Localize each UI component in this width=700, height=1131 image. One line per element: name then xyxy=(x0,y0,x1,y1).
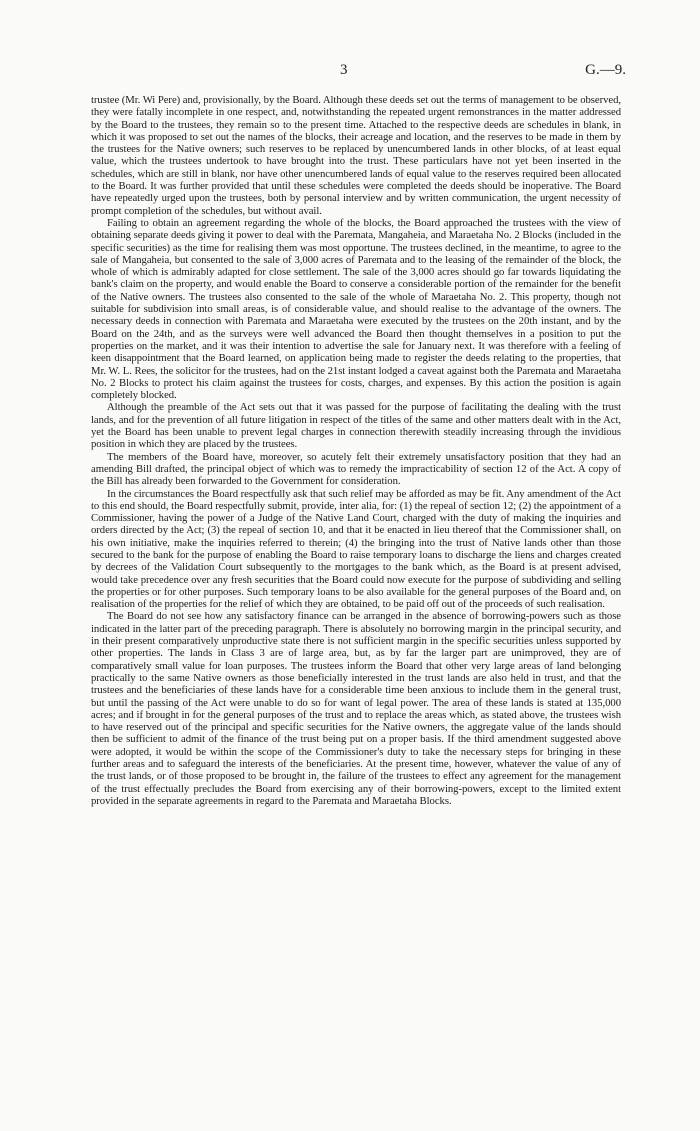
paragraph-6: The Board do not see how any satisfactory finance can be arranged in the absence of borrowing-powers such as those indicated in the latter part of the preceding paragraph. There is absolutely no borrowing margin in the principal security, and in their present comparatively unproductive state there is not sufficient margin in the specific securities unless supported by other properties. The lands in Class 3 are of large area, but, as by far the larger part are unimproved, they are of comparatively small value for loan purposes. The trustees inform the Board that other very large areas of land belonging practically to the same Native owners as those beneficially interested in the trust lands are also held in trust, and that the trustees and the beneficiaries of these lands have for a considerable time been anxious to include them in the general trust, but until the passing of the Act were unable to do so for want of legal power. The area of these lands is stated at 135,000 acres; and if brought in for the general purposes of the trust and to replace the areas which, as stated above, the trustees wish to have reserved out of the principal and specific securities for the Native owners, the aggregate value of the lands should then be sufficient to admit of the finance of the trust being put on a proper basis. If the third amendment suggested above were adopted, it would be within the scope of the Commissioner's duty to take the necessary steps for bringing in these further areas and to safeguard the interests of the beneficiaries. At the present time, however, whatever the value of any of the trust lands, or of those proposed to be brought in, the failure of the trustees to effect any agreement for the management of the trust effectually precludes the Board from exercising any of their borrowing-powers, except to the limited extent provided in the separate agreements in regard to the Paremata and Maraetaha Blocks. xyxy=(91,610,621,807)
paragraph-4: The members of the Board have, moreover, so acutely felt their extremely unsatisfactory position that they had an amending Bill drafted, the principal object of which was to remedy the impracticability of section 12 of the Act. A copy of the Bill has already been forwarded to the Government for consideration. xyxy=(91,450,621,488)
page-number: 3 xyxy=(340,62,348,78)
paragraph-3: Although the preamble of the Act sets out that it was passed for the purpose of facilitating the dealing with the trust lands, and for the prevention of all future litigation in respect of the titles of the same and other matters dealt with in the Act, yet the Board has been unable to prevent legal charges in connection therewith steadily increasing through the invidious position in which they are placed by the trustees. xyxy=(91,401,621,451)
paragraph-2: Failing to obtain an agreement regarding the whole of the blocks, the Board approached the trustees with the view of obtaining separate deeds giving it power to deal with the Paremata, Mangaheia, and Maraetaha No. 2 Blocks (included in the specific securities) as the time for realising them was most opportune. The trustees declined, in the meantime, to agree to the sale of Mangaheia, but consented to the sale of 3,000 acres of Paremata and to the leasing of the remainder of the block, the whole of which is admirably adapted for close settlement. The sale of the 3,000 acres should go far towards liquidating the bank's claim on the property, and would enable the Board to conserve a considerable portion of the remainder for the benefit of the Native owners. The trustees also consented to the sale of the whole of Maraetaha No. 2. This property, though not suitable for subdivision into small areas, is of considerable value, and should realise to the advantage of the owners. The necessary deeds in connection with Paremata and Maraetaha were executed by the trustees on the 20th instant, and by the Board on the 24th, and as the surveys were well advanced the Board then thought themselves in a position to put the properties on the market, and it was their intention to advertise the sale for January next. It was therefore with a feeling of keen disappointment that the Board learned, on application being made to register the deeds relating to the properties, that Mr. W. L. Rees, the solicitor for the trustees, had on the 21st instant lodged a caveat against both the Paremata and Maraetaha No. 2 Blocks to protect his claim against the trustees for costs, charges, and expenses. By this action the position is again completely blocked. xyxy=(91,216,621,402)
body-text xyxy=(91,94,621,807)
page-header xyxy=(0,62,700,82)
paper-reference: G.—9. xyxy=(585,62,626,78)
paragraph-1: trustee (Mr. Wi Pere) and, provisionally, by the Board. Although these deeds set out the terms of management to be observed, they were fatally incomplete in one respect, and, notwithstanding the repeated urgent remonstrances in the matter addressed by the Board to the trustees, they remain so to the present time. Attached to the respective deeds are schedules in blank, in which it was proposed to set out the names of the blocks, their acreage and location, and the reserves to be made in them by the trustees for the Native owners; such reserves to be replaced by unencumbered lands in other blocks, of at least equal value, which the trustees undertook to have brought into the trust. These particulars have not yet been inserted in the schedules, which are still in blank, nor have other unencumbered lands of equal value to the reserves required been allocated to the Board. It was further provided that until these schedules were completed the deeds should be inoperative. The Board have repeatedly urged upon the trustees, both by personal interview and by written communication, the urgent necessity of prompt completion of the schedules, but without avail. xyxy=(91,94,621,217)
paragraph-5: In the circumstances the Board respectfully ask that such relief may be afforded as may be fit. Any amendment of the Act to this end should, the Board respectfully submit, provide, inter alia, for: (1) the repeal of section 12; (2) the appointment of a Commissioner, having the power of a Judge of the Native Land Court, charged with the duty of making the inquiries and orders directed by the Act; (3) the repeal of section 10, and that it be enacted in lieu thereof that the Commissioner shall, on his own initiative, make the inquiries referred to therein; (4) the bringing into the trust of Native lands other than those secured to the bank for the purpose of enabling the Board to raise temporary loans to discharge the liens and charges created by decrees of the Validation Court subsequently to the mortgages to the bank which, as the Board is at present advised, would take precedence over any fresh securities that the Board could now execute for the purpose of subdividing and selling the properties or for other purposes. Such temporary loans to be also available for the general purposes of the Board and, on realisation of the properties for the relief of which they are obtained, to be paid off out of the proceeds of such realisation. xyxy=(91,487,621,611)
